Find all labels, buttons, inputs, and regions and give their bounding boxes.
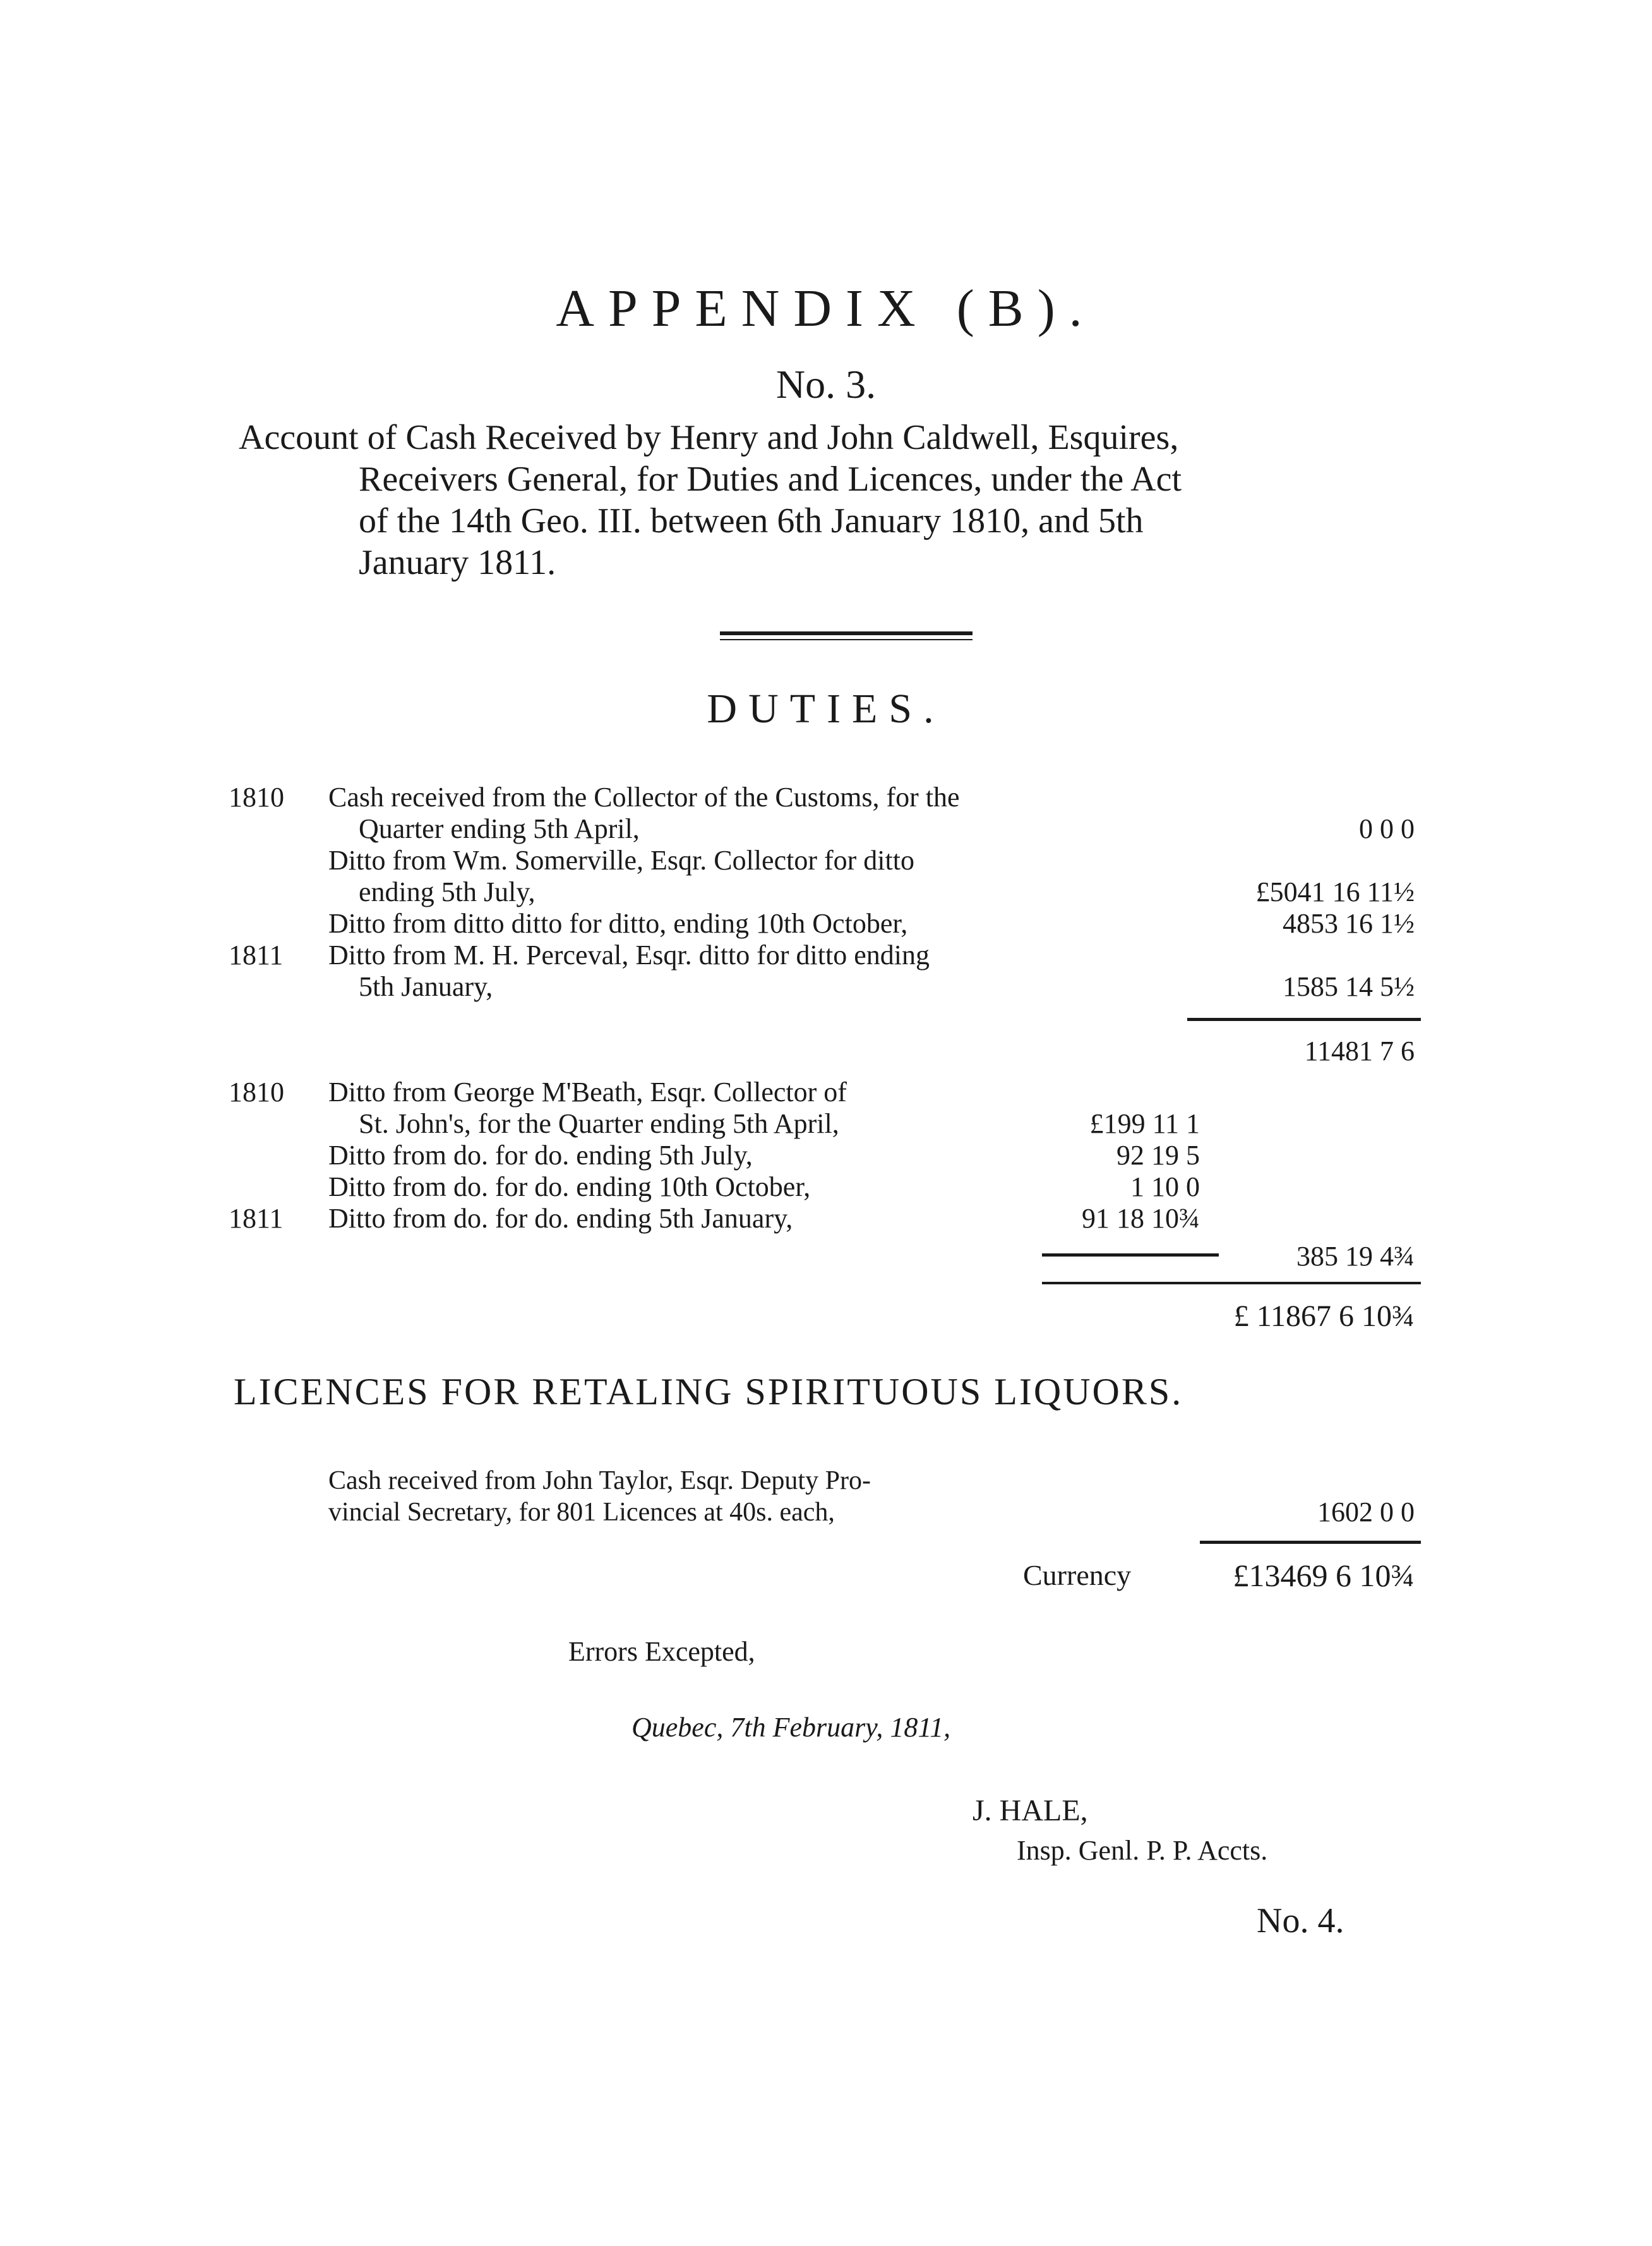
page-title: APPENDIX (B). — [556, 279, 1096, 338]
row-text: Ditto from ditto ditto for ditto, ending 10th October, — [328, 908, 908, 939]
sum-rule — [1187, 1018, 1421, 1021]
errors-excepted: Errors Excepted, — [568, 1636, 755, 1667]
intro-line: Account of Cash Received by Henry and John Caldwell, Esquires, — [239, 418, 1179, 457]
row-text: Cash received from John Taylor, Esqr. Deputy Pro- — [328, 1466, 871, 1495]
row-year: 1811 — [229, 940, 284, 971]
subtotal-amount: 11481 7 6 — [1304, 1036, 1415, 1066]
duties-heading: DUTIES. — [707, 686, 945, 732]
signer-title: Insp. Genl. P. P. Accts. — [1017, 1835, 1268, 1866]
intro-line: January 1811. — [359, 543, 556, 582]
row-amount: 92 19 5 — [1116, 1140, 1200, 1171]
row-text: 5th January, — [359, 971, 493, 1002]
signer-name: J. HALE, — [973, 1794, 1088, 1827]
place-date: Quebec, 7th February, 1811, — [631, 1712, 951, 1743]
duties-total: £ 11867 6 10¾ — [1233, 1299, 1415, 1333]
currency-label: Currency — [1023, 1559, 1132, 1591]
divider-rule — [720, 639, 973, 640]
row-amount: £5041 16 11½ — [1255, 876, 1415, 907]
sum-rule — [1042, 1282, 1421, 1284]
row-text: Ditto from Wm. Somerville, Esqr. Collector for ditto — [328, 845, 914, 876]
subtotal-amount: 385 19 4¾ — [1296, 1241, 1415, 1272]
row-text: Ditto from do. for do. ending 10th October, — [328, 1171, 811, 1202]
row-text: St. John's, for the Quarter ending 5th April, — [359, 1108, 839, 1139]
row-amount: 1 10 0 — [1130, 1171, 1200, 1202]
intro-line: of the 14th Geo. III. between 6th January 1810, and 5th — [359, 501, 1144, 541]
row-text: Cash received from the Collector of the Customs, for the — [328, 782, 960, 813]
row-year: 1811 — [229, 1203, 284, 1234]
currency-total: £13469 6 10¾ — [1233, 1558, 1415, 1593]
sum-rule — [1042, 1253, 1219, 1257]
row-text: Quarter ending 5th April, — [359, 813, 640, 844]
licences-heading: LICENCES FOR RETALING SPIRITUOUS LIQUORS. — [234, 1371, 1183, 1413]
row-amount: 1585 14 5½ — [1283, 971, 1415, 1002]
row-text: Ditto from do. for do. ending 5th July, — [328, 1140, 753, 1171]
row-amount: 91 18 10¾ — [1082, 1203, 1200, 1234]
row-year: 1810 — [229, 1077, 284, 1108]
row-amount: 1602 0 0 — [1317, 1496, 1415, 1527]
sum-rule — [1200, 1541, 1421, 1544]
divider-rule — [720, 631, 973, 635]
row-text: Ditto from M. H. Perceval, Esqr. ditto for ditto ending — [328, 940, 930, 971]
row-text: vincial Secretary, for 801 Licences at 40s. each, — [328, 1498, 835, 1527]
intro-paragraph — [239, 417, 1432, 583]
row-text: ending 5th July, — [359, 876, 536, 907]
row-amount: 4853 16 1½ — [1283, 908, 1415, 939]
section-number: No. 3. — [775, 362, 877, 407]
row-amount: 0 0 0 — [1359, 813, 1415, 844]
row-text: Ditto from do. for do. ending 5th January, — [328, 1203, 793, 1234]
row-text: Ditto from George M'Beath, Esqr. Collector of — [328, 1077, 847, 1108]
intro-line: Receivers General, for Duties and Licences, under the Act — [359, 460, 1182, 499]
row-year: 1810 — [229, 782, 284, 813]
next-number: No. 4. — [1257, 1901, 1344, 1940]
row-amount: £199 11 1 — [1089, 1108, 1200, 1139]
